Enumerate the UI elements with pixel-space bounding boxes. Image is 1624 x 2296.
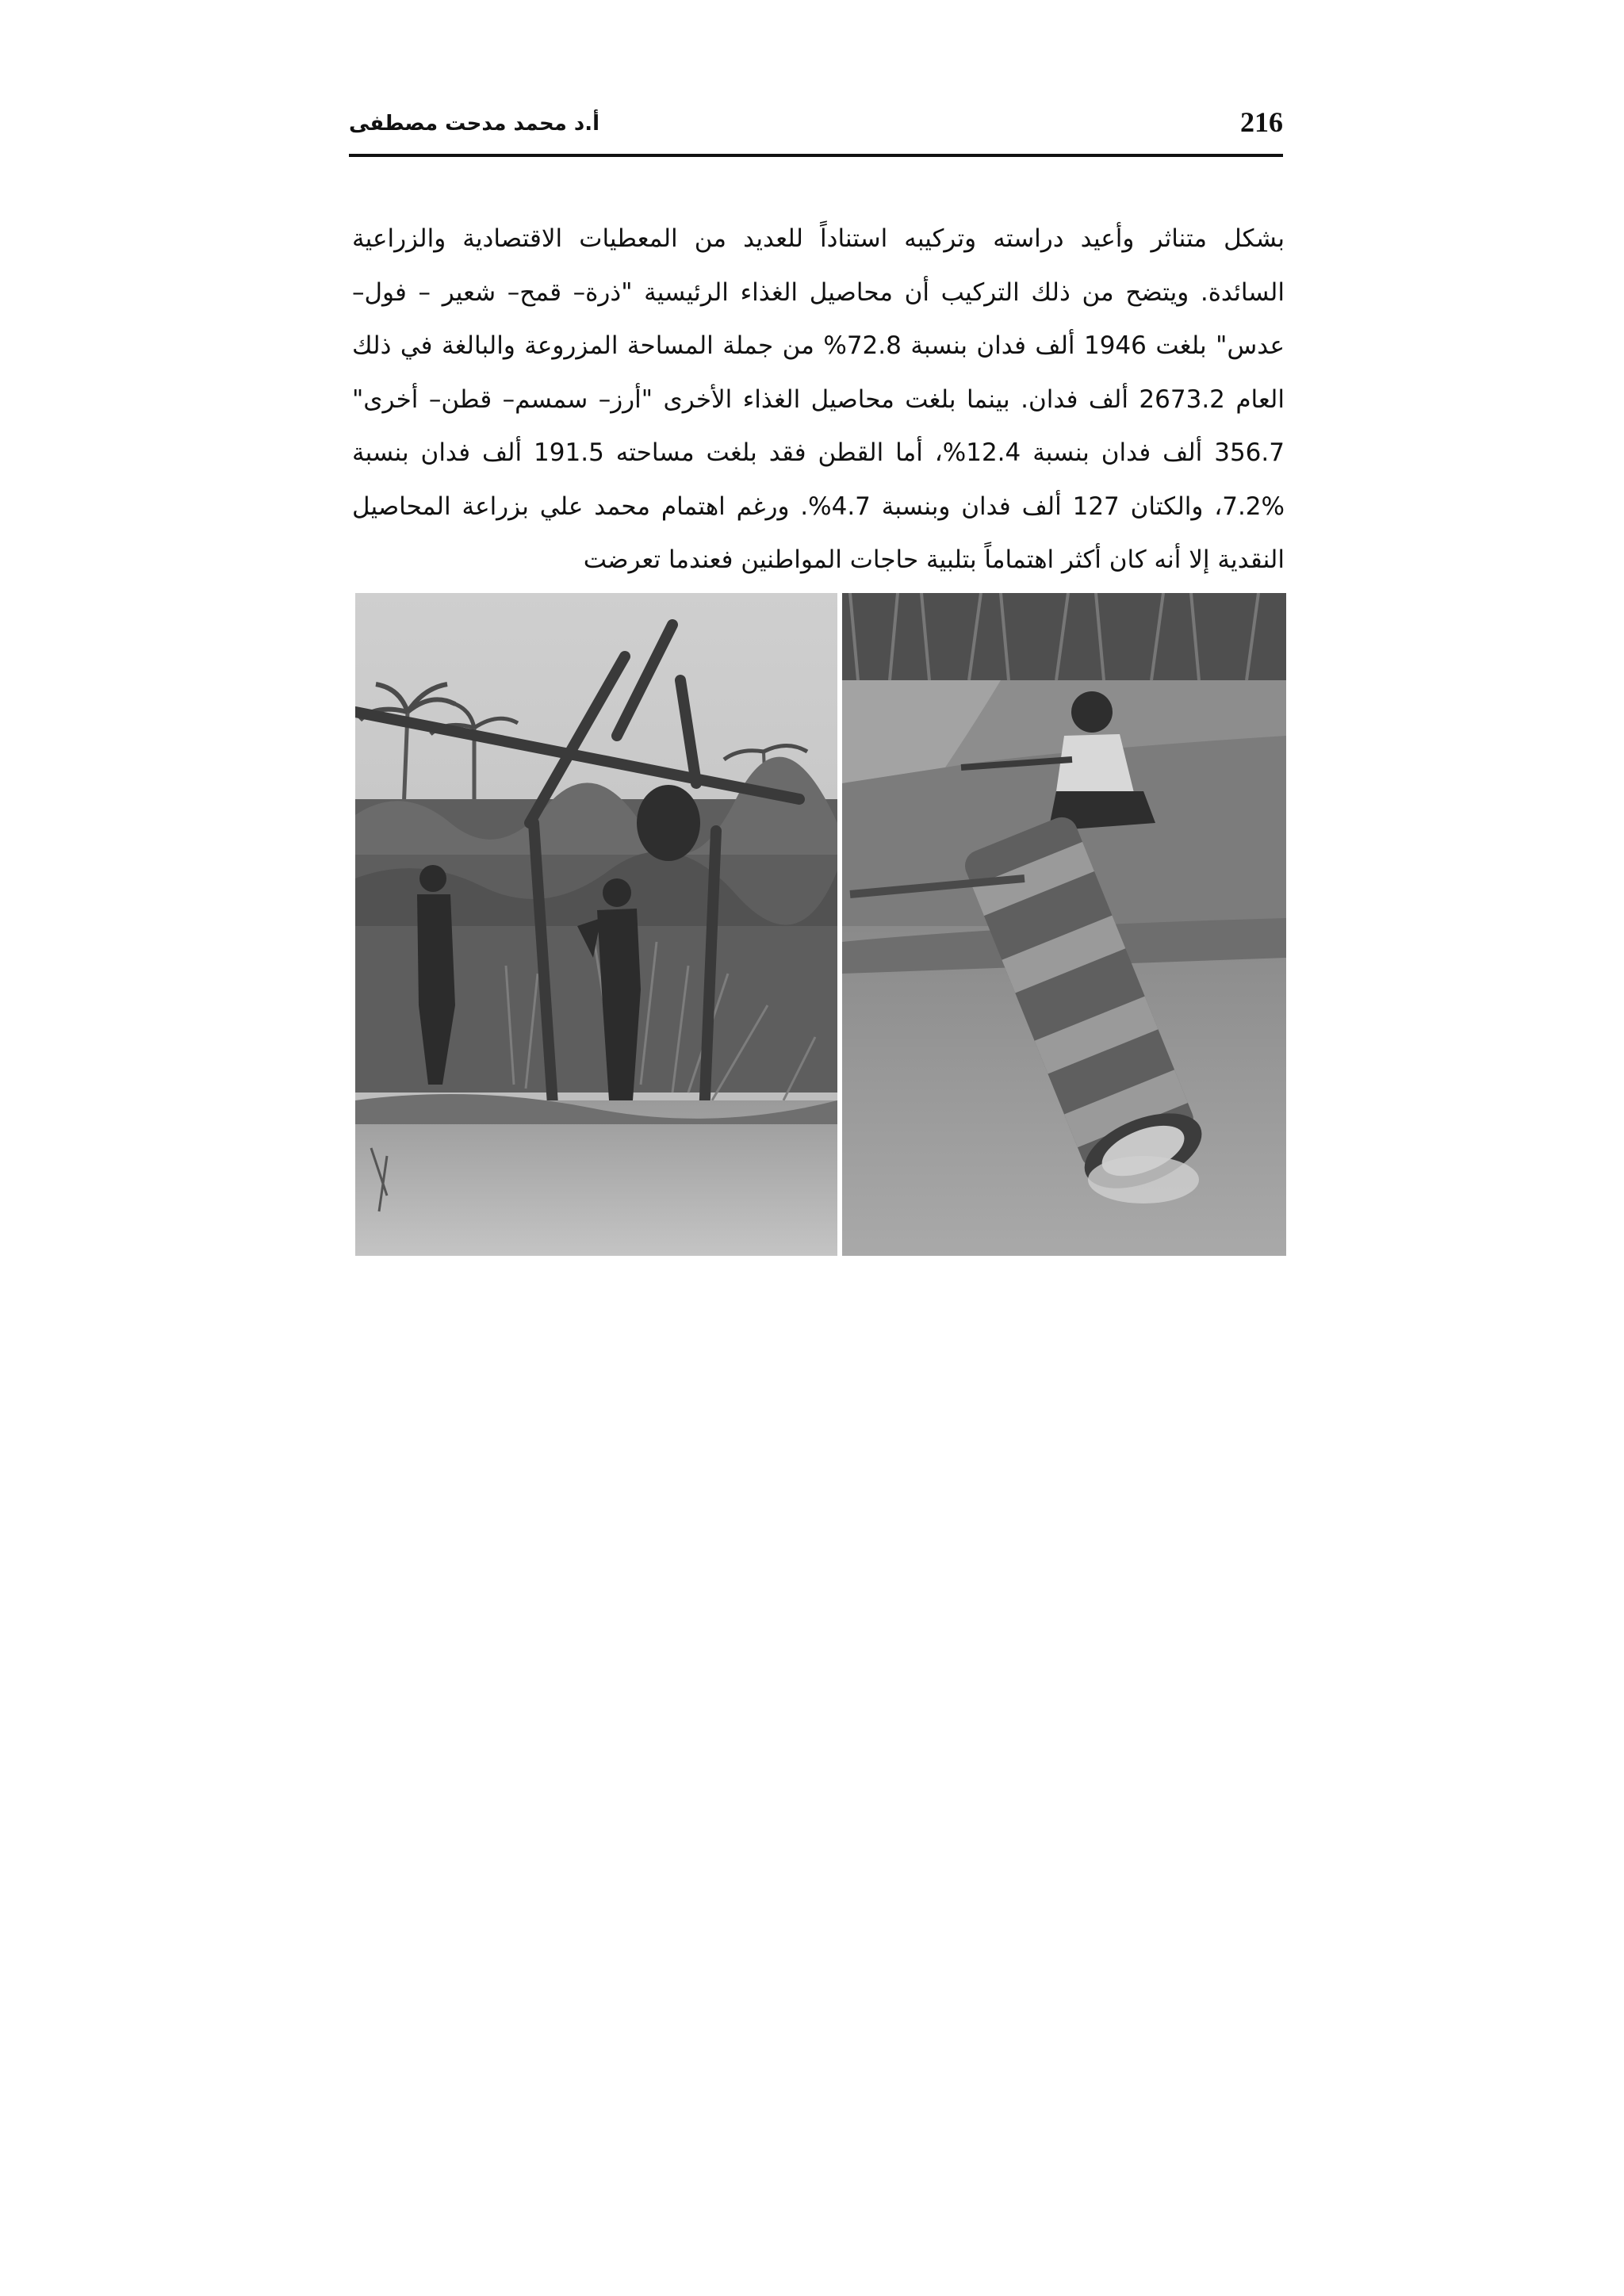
- text-line: 356.7 ألف فدان بنسبة 12.4%، أما القطن فقد بلغت مساحته 191.5 ألف فدان بنسبة: [352, 438, 1285, 467]
- running-head-author: أ.د محمد مدحت مصطفى: [349, 112, 600, 136]
- text-line: 7.2%، والكتان 127 ألف فدان وبنسبة 4.7%. ورغم اهتمام محمد علي بزراعة المحاصيل: [352, 492, 1285, 521]
- page-header: [349, 94, 1283, 157]
- body-paragraph: [352, 212, 1285, 587]
- shaduf-photo: [355, 593, 837, 1256]
- page-number: 216: [1240, 106, 1283, 138]
- text-line: السائدة. ويتضح من ذلك التركيب أن محاصيل الغذاء الرئيسية "ذرة– قمح– شعير – فول–: [352, 277, 1285, 307]
- text-line: العام 2673.2 ألف فدان. بينما بلغت محاصيل الغذاء الأخرى "أرز– سمسم– قطن– أخرى": [352, 385, 1285, 414]
- text-line: بشكل متناثر وأعيد دراسته وتركيبه استناداً للعديد من المعطيات الاقتصادية والزراعية: [352, 224, 1285, 253]
- archimedes-screw-photo: [842, 593, 1286, 1256]
- text-line: النقدية إلا أنه كان أكثر اهتماماً بتلبية حاجات المواطنين فعندما تعرضت: [583, 545, 1285, 574]
- text-line: عدس" بلغت 1946 ألف فدان بنسبة 72.8% من جملة المساحة المزروعة والبالغة في ذلك: [352, 331, 1285, 360]
